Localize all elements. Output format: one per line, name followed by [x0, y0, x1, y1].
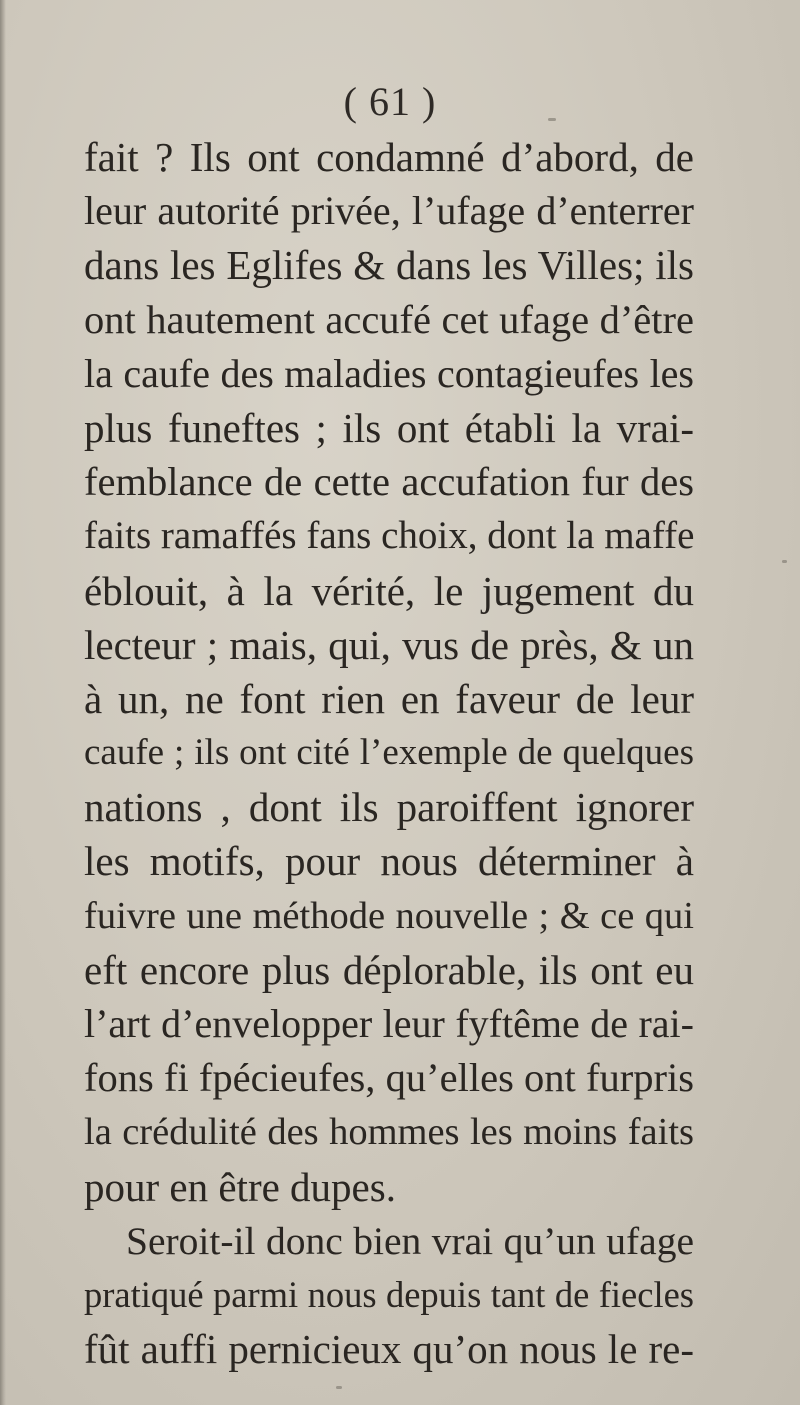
page-header	[0, 78, 800, 125]
text-line: fait ? Ils ont condamné d’abord, de	[84, 134, 694, 180]
text-line: ont hautement accufé cet ufage d’être	[84, 296, 694, 342]
page-binding-edge	[0, 0, 6, 1405]
text-line: femblance de cette accufation fur des	[84, 459, 694, 505]
text-line: pratiqué parmi nous depuis tant de fiecles	[84, 1273, 694, 1315]
text-line: la crédulité des hommes les moins faits	[84, 1111, 694, 1154]
text-line: faits ramaffés fans choix, dont la maffe	[84, 514, 694, 558]
paper-speck	[336, 1386, 342, 1389]
text-line: la caufe des maladies contagieufes les	[84, 350, 694, 396]
text-line: les motifs, pour nous déterminer à	[84, 838, 694, 885]
text-line: caufe ; ils ont cité l’exemple de quelques	[84, 732, 694, 774]
page-number: ( 61 )	[343, 79, 437, 124]
paper-speck	[548, 118, 556, 121]
text-line: fons fi fpécieufes, qu’elles ont furpris	[84, 1055, 694, 1101]
text-line: l’art d’envelopper leur fyftême de rai-	[84, 1001, 694, 1046]
text-line: nations , dont ils paroiffent ignorer	[84, 784, 694, 831]
text-line: fuivre une méthode nouvelle ; & ce qui	[84, 894, 694, 937]
body-text	[84, 130, 694, 1376]
text-line: leur autorité privée, l’ufage d’enterrer	[84, 188, 694, 234]
text-line: éblouit, à la vérité, le jugement du	[84, 567, 694, 614]
text-line: lecteur ; mais, qui, vus de près, & un	[84, 621, 694, 668]
text-line-paragraph-end: pour en être dupes.	[84, 1163, 396, 1210]
text-line: plus funeftes ; ils ont établi la vrai-	[84, 404, 694, 451]
text-line-paragraph-start: Seroit-il donc bien vrai qu’un ufage	[126, 1218, 694, 1263]
paper-speck	[782, 560, 787, 563]
text-line: à un, ne font rien en faveur de leur	[84, 675, 694, 722]
text-line: fût auffi pernicieux qu’on nous le re-	[84, 1326, 694, 1373]
text-line: eft encore plus déplorable, ils ont eu	[84, 946, 694, 993]
text-line: dans les Eglifes & dans les Villes; ils	[84, 242, 694, 289]
